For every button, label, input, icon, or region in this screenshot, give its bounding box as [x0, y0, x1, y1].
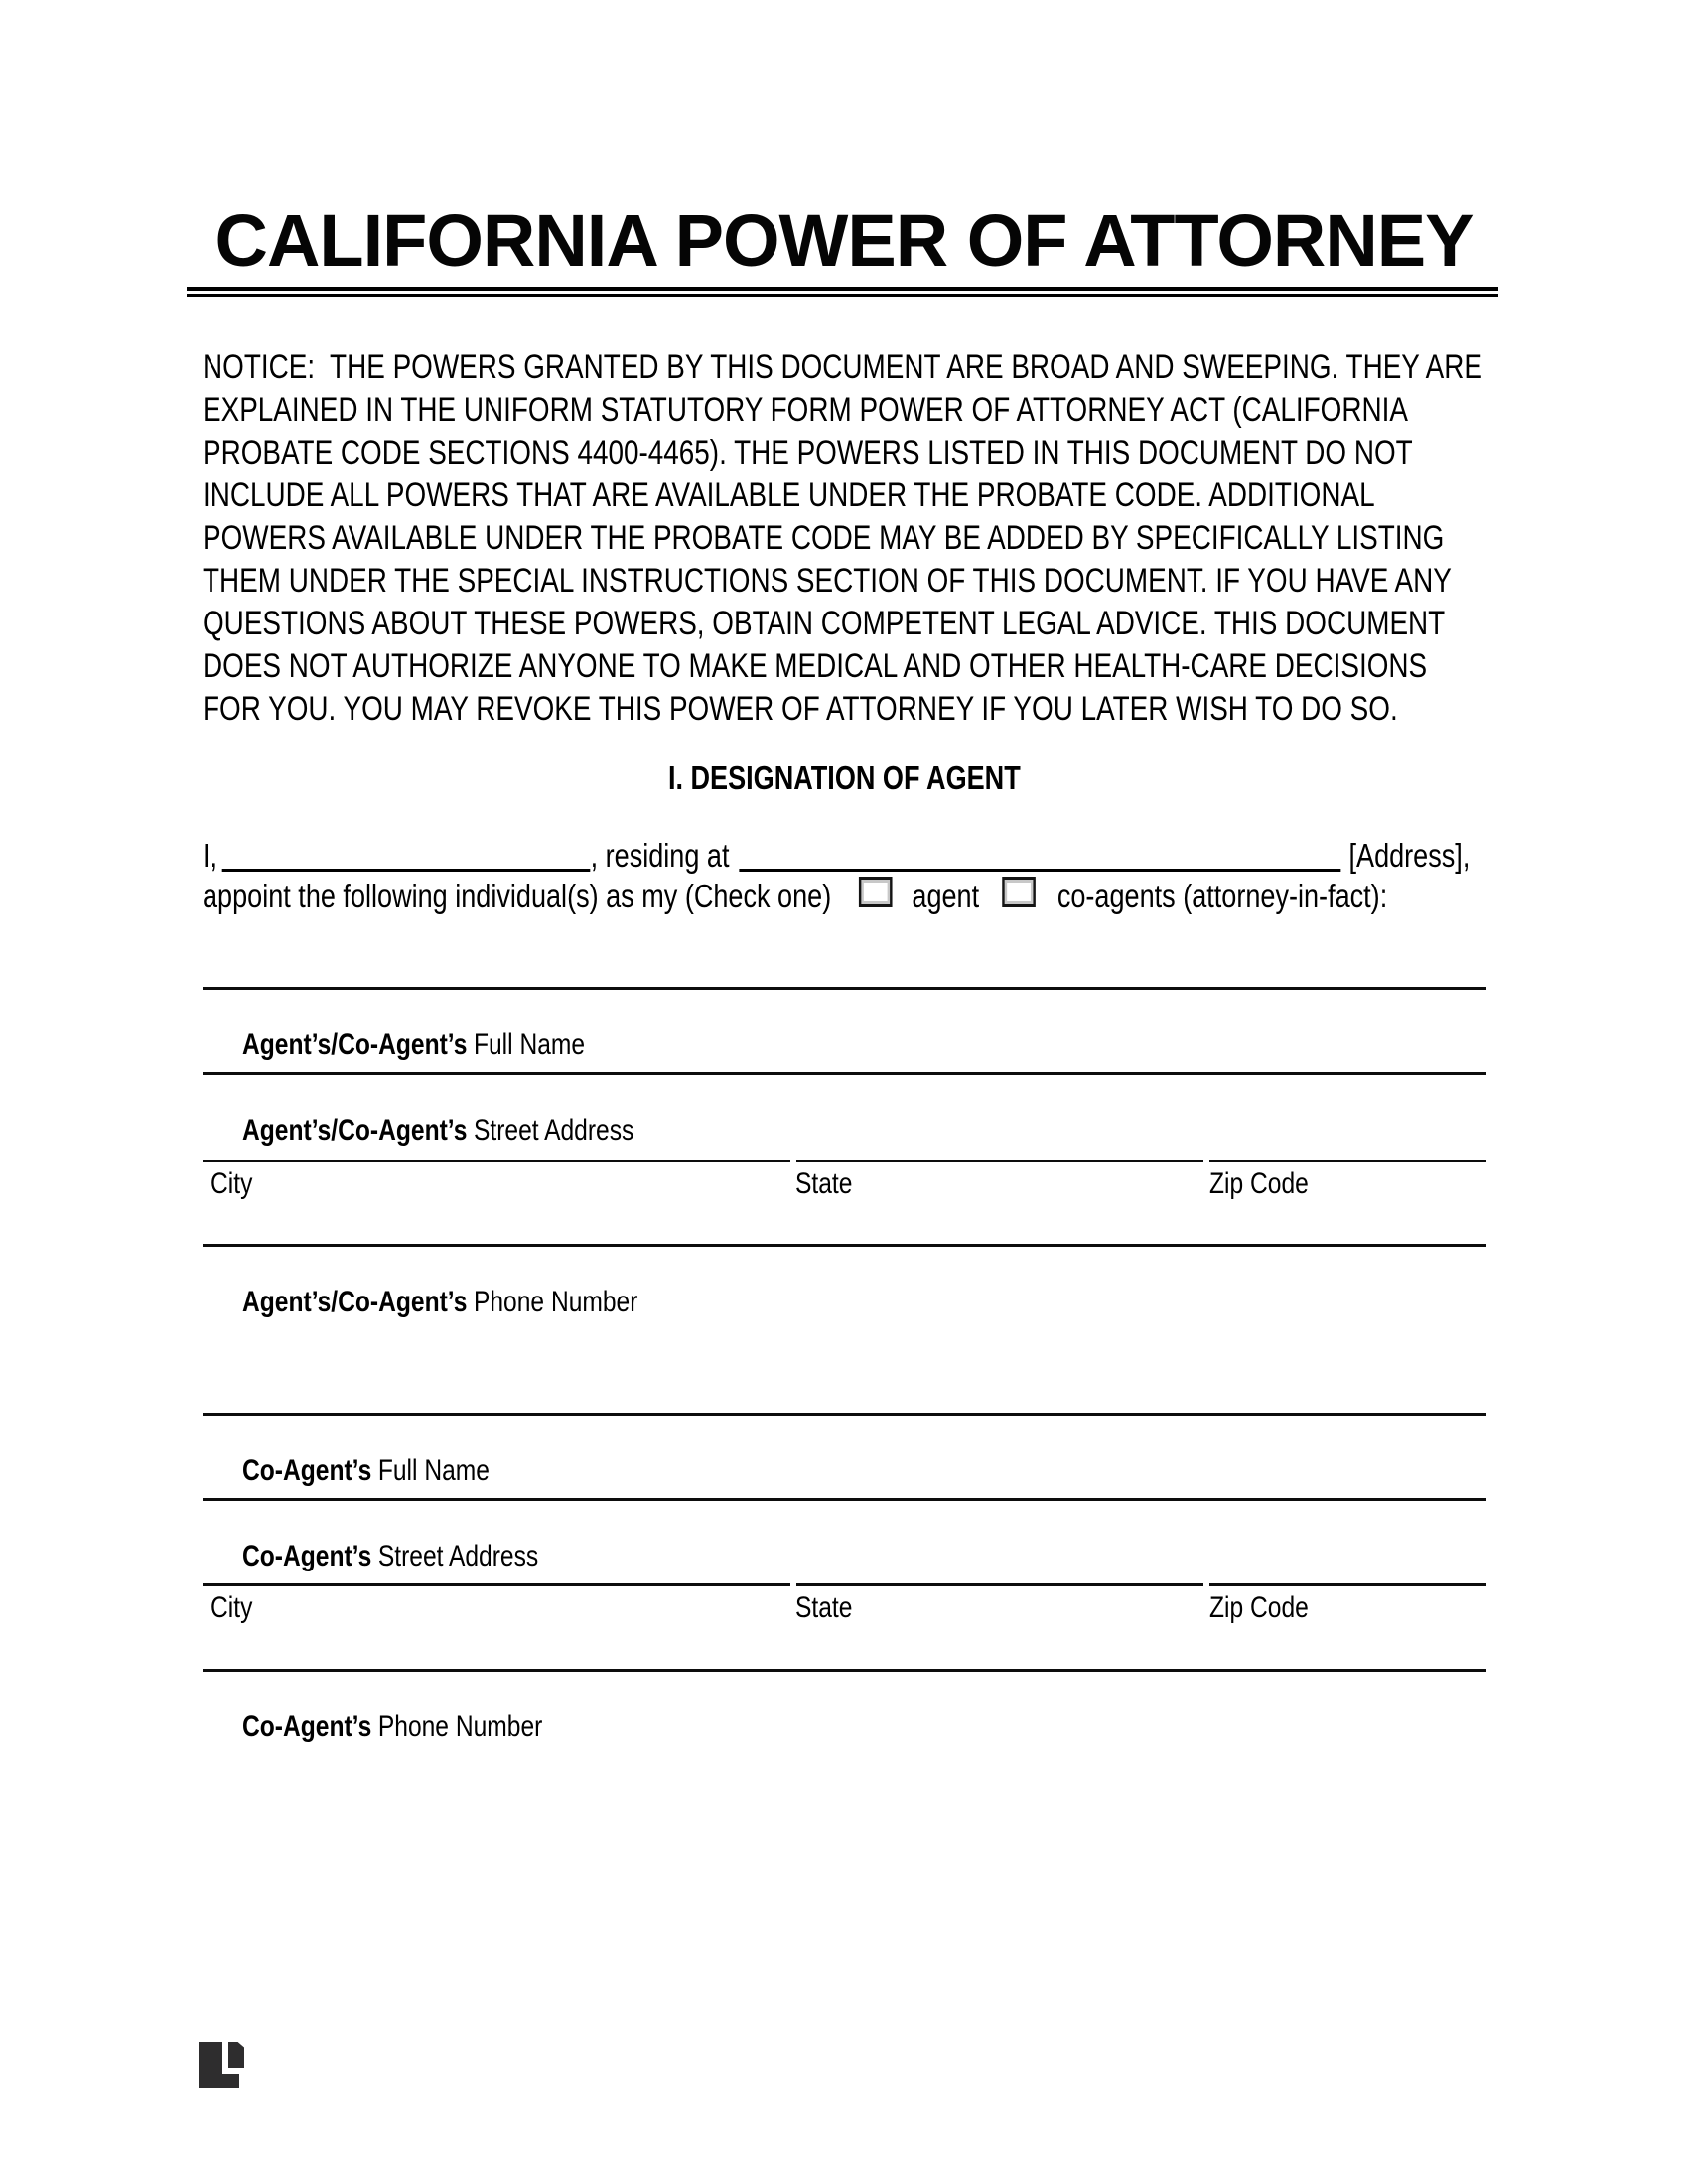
agent-full-name-label: Agent’s/Co-Agent’s Full Name — [242, 1028, 586, 1061]
page-title: CALIFORNIA POWER OF ATTORNEY — [214, 200, 1474, 282]
agent-street-address-field-line[interactable] — [203, 1072, 1486, 1075]
agent-zip-field-line[interactable] — [1209, 1160, 1486, 1162]
agent-checkbox-label: agent — [912, 878, 980, 914]
agent-phone-label: Agent’s/Co-Agent’s Phone Number — [242, 1286, 638, 1318]
coagent-street-address-label: Co-Agent’s Street Address — [242, 1540, 539, 1572]
legal-templates-logo — [199, 2042, 244, 2088]
appoint-label: appoint the following individual(s) as my (Check one) — [203, 878, 832, 914]
coagent-full-name-field-line[interactable] — [203, 1413, 1486, 1416]
title-underline — [187, 287, 1498, 297]
notice-line: POWERS AVAILABLE UNDER THE PROBATE CODE MAY BE ADDED BY SPECIFICALLY LISTING — [203, 519, 1445, 557]
coagent-street-address-field-line[interactable] — [203, 1498, 1486, 1501]
intro-residing-label: , residing at — [590, 837, 730, 874]
coagent-city-field-line[interactable] — [203, 1583, 790, 1586]
agent-street-address-label: Agent’s/Co-Agent’s Street Address — [242, 1114, 634, 1147]
city-label: City — [211, 1167, 253, 1200]
agent-state-field-line[interactable] — [796, 1160, 1203, 1162]
notice-paragraph — [203, 346, 1688, 731]
notice-line: QUESTIONS ABOUT THESE POWERS, OBTAIN COMPETENT LEGAL ADVICE. THIS DOCUMENT — [203, 605, 1446, 642]
intro-prefix: I, — [203, 837, 218, 874]
agent-full-name-field-line[interactable] — [203, 987, 1486, 990]
coagent-zip-field-line[interactable] — [1209, 1583, 1486, 1586]
zip-code-label: Zip Code — [1209, 1591, 1309, 1624]
coagent-state-field-line[interactable] — [796, 1583, 1203, 1586]
principal-name-blank[interactable] — [222, 839, 591, 872]
agent-city-field-line[interactable] — [203, 1160, 790, 1162]
notice-line: THEM UNDER THE SPECIAL INSTRUCTIONS SECTION OF THIS DOCUMENT. IF YOU HAVE ANY — [203, 562, 1452, 600]
coagent-phone-label: Co-Agent’s Phone Number — [242, 1710, 543, 1743]
co-agents-checkbox[interactable] — [1002, 877, 1036, 907]
coagent-full-name-label: Co-Agent’s Full Name — [242, 1454, 491, 1487]
notice-line: EXPLAINED IN THE UNIFORM STATUTORY FORM POWER OF ATTORNEY ACT (CALIFORNIA — [203, 391, 1408, 429]
notice-line: NOTICE: THE POWERS GRANTED BY THIS DOCUMENT ARE BROAD AND SWEEPING. THEY ARE — [203, 348, 1482, 386]
notice-line: FOR YOU. YOU MAY REVOKE THIS POWER OF ATTORNEY IF YOU LATER WISH TO DO SO. — [203, 690, 1398, 728]
appoint-line — [203, 876, 1470, 916]
principal-address-blank[interactable] — [739, 839, 1340, 872]
city-label: City — [211, 1591, 253, 1624]
coagent-phone-field-line[interactable] — [203, 1669, 1486, 1672]
state-label: State — [795, 1167, 853, 1200]
agent-phone-field-line[interactable] — [203, 1244, 1486, 1247]
designation-intro — [203, 835, 1688, 916]
section-heading-designation-of-agent: I. DESIGNATION OF AGENT — [667, 759, 1021, 796]
address-tag: [Address], — [1348, 837, 1471, 874]
state-label: State — [795, 1591, 853, 1624]
notice-line: PROBATE CODE SECTIONS 4400-4465). THE POWERS LISTED IN THIS DOCUMENT DO NOT — [203, 434, 1413, 472]
logo-letter-cutout — [239, 2068, 244, 2088]
agent-checkbox[interactable] — [859, 877, 893, 907]
zip-code-label: Zip Code — [1209, 1167, 1309, 1200]
principal-line — [203, 835, 1470, 876]
co-agents-checkbox-label: co-agents (attorney-in-fact): — [1056, 878, 1388, 914]
notice-line: DOES NOT AUTHORIZE ANYONE TO MAKE MEDICAL AND OTHER HEALTH-CARE DECISIONS — [203, 647, 1428, 685]
notice-line: INCLUDE ALL POWERS THAT ARE AVAILABLE UNDER THE PROBATE CODE. ADDITIONAL — [203, 477, 1375, 514]
